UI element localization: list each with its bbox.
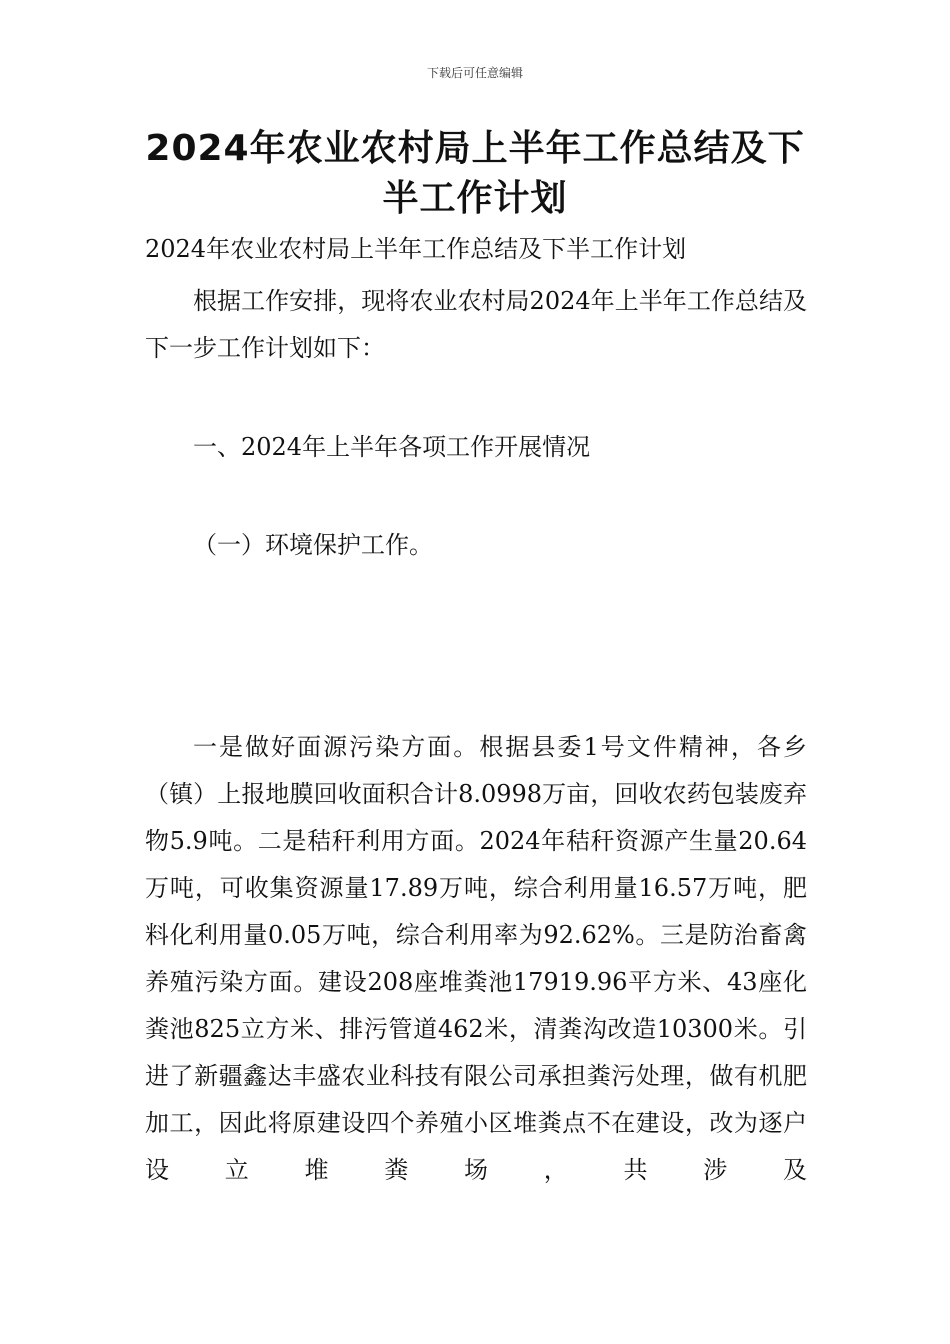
document-title: 2024年农业农村局上半年工作总结及下半工作计划	[145, 128, 805, 219]
document-subtitle: 2024年农业农村局上半年工作总结及下半工作计划	[145, 235, 687, 263]
body-paragraph: 一是做好面源污染方面。根据县委1号文件精神，各乡（镇）上报地膜回收面积合计8.0998万亩，回收农药包装废弃物5.9吨。二是秸秆利用方面。2024年秸秆资源产生量20.64万吨，可收集资源量17.89万吨，综合利用量16.57万吨，肥料化利用量0.05万吨，综合利用率为92.62%。三是防治畜禽养殖污染方面。建设208座堆粪池17919.96平方米、43座化粪池825立方米、排污管道462米，清粪沟改造10300米。引进了新疆鑫达丰盛农业科技有限公司承担粪污处理，做有机肥加工，因此将原建设四个养殖小区堆粪点不在建设，改为逐户设立堆粪场，共涉及	[145, 733, 807, 1184]
intro-paragraph: 根据工作安排，现将农业农村局2024年上半年工作总结及下一步工作计划如下：	[145, 287, 807, 362]
section-heading: 一、2024年上半年各项工作开展情况	[193, 433, 591, 461]
subsection-heading: （一）环境保护工作。	[193, 531, 433, 559]
header-note: 下载后可任意编辑	[426, 66, 523, 80]
